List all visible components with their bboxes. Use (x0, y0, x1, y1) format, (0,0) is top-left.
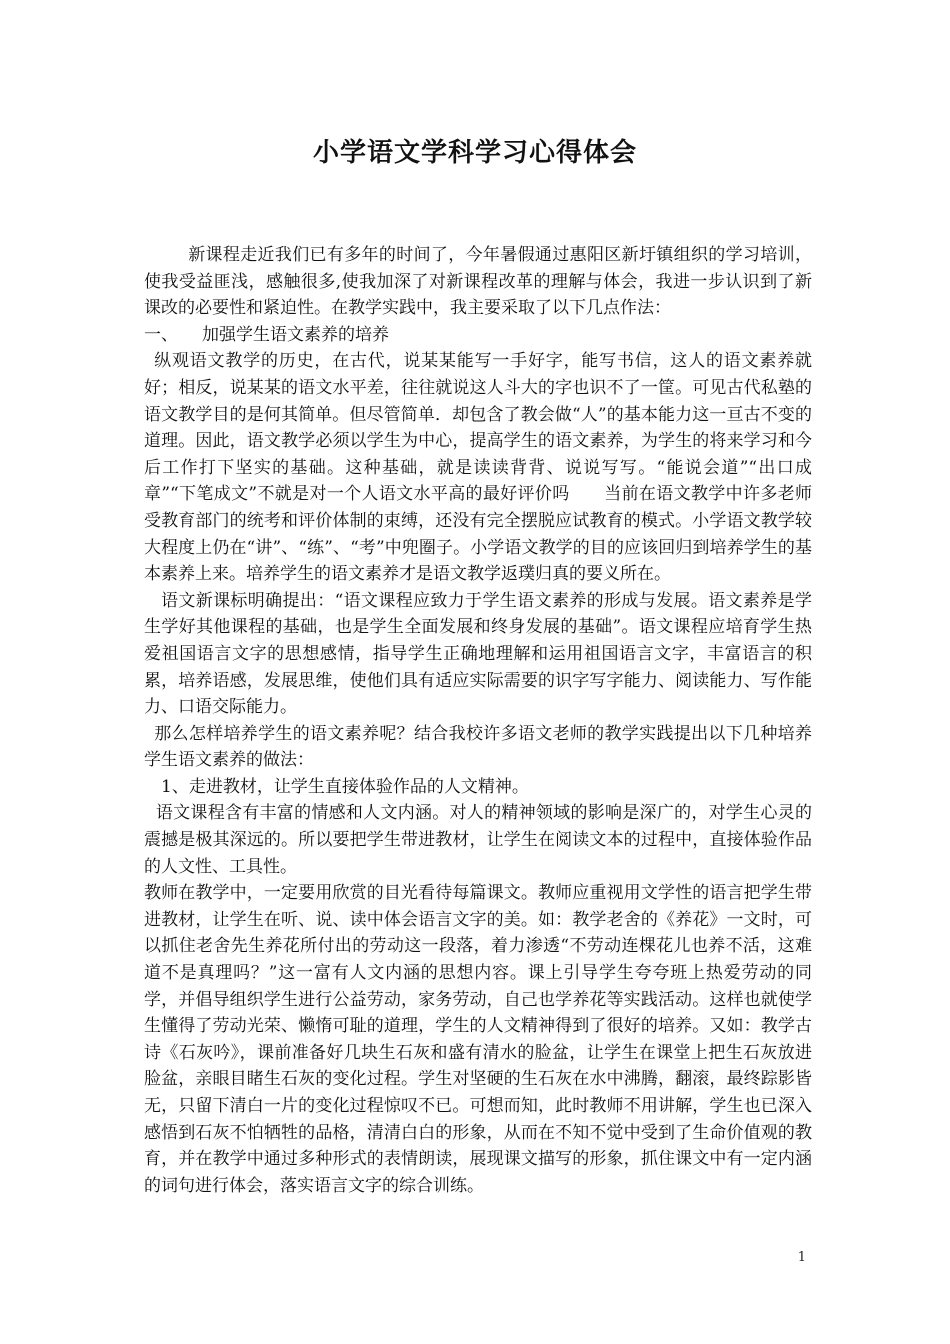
section-heading-number: 一、 (144, 324, 178, 345)
humanistic-paragraph: 语文课程含有丰富的情感和人文内涵。对人的精神领域的影响是深广的，对学生心灵的震撼是极其深远的。所以要把学生带进教材，让学生在阅读文本的过程中，直接体验作品的人文性、工具性。 (144, 803, 812, 877)
page-number: 1 (797, 1250, 806, 1265)
method-intro-paragraph: 那么怎样培养学生的语文素养呢？结合我校许多语文老师的教学实践提出以下几种培养学生语文素养的做法： (144, 723, 812, 771)
teaching-example-paragraph: 教师在教学中，一定要用欣赏的目光看待每篇课文。教师应重视用文学性的语言把学生带进教材，让学生在听、说、读中体会语言文字的美。如：教学老舍的《养花》一文时，可以抓住老舍先生养花所付出的劳动这一段落，着力渗透“不劳动连棵花儿也养不活，这难道不是真理吗？”这一富有人文内涵的思想内容。课上引导学生夸夸班上热爱劳动的同学，并倡导组织学生进行公益劳动，家务劳动，自己也学养花等实践活动。这样也就使学生懂得了劳动光荣、懒惰可耻的道理，学生的人文精神得到了很好的培养。又如：教学古诗《石灰吟》，课前准备好几块生石灰和盛有清水的脸盆，让学生在课堂上把生石灰放进脸盆，亲眼目睹生石灰的变化过程。学生对坚硬的生石灰在水中沸腾，翻滚，最终踪影皆无，只留下清白一片的变化过程惊叹不已。可想而知，此时教师不用讲解，学生也已深入感悟到石灰不怕牺牲的品格，清清白白的形象，从而在不知不觉中受到了生命价值观的教育，并在教学中通过多种形式的表情朗读，展现课文描写的形象，抓住课文中有一定内涵的词句进行体会，落实语言文字的综合训练。 (144, 883, 812, 1196)
section-heading-text: 加强学生语文素养的培养 (202, 324, 389, 345)
document-title: 小学语文学科学习心得体会 (312, 138, 637, 168)
subheading-1: 1、走进教材，让学生直接体验作品的人文精神。 (161, 776, 529, 797)
curriculum-standard-paragraph: 语文新课标明确提出：“语文课程应致力于学生语文素养的形成与发展。语文素养是学生学好其他课程的基础，也是学生全面发展和终身发展的基础”。语文课程应培育学生热爱祖国语言文字的思想感情，指导学生正确地理解和运用祖国语言文字，丰富语言的积累，培养语感，发展思维，使他们具有适应实际需要的识字写字能力、阅读能力、写作能力、口语交际能力。 (144, 590, 812, 718)
intro-paragraph: 新课程走近我们已有多年的时间了，今年暑假通过惠阳区新圩镇组织的学习培训，使我受益匪浅，感触很多,使我加深了对新课程改革的理解与体会，我进一步认识到了新课改的必要性和紧迫性。在教学实践中，我主要采取了以下几点作法： (144, 245, 812, 319)
history-paragraph: 纵观语文教学的历史，在古代，说某某能写一手好字，能写书信，这人的语文素养就好；相反，说某某的语文水平差，往往就说这人斗大的字也识不了一筐。可见古代私塾的语文教学目的是何其简单。但尽管简单．却包含了教会做“人”的基本能力这一亘古不变的道理。因此，语文教学必须以学生为中心，提高学生的语文素养，为学生的将来学习和今后工作打下坚实的基础。这种基础，就是读读背背、说说写写。“能说会道”“出口成章”“下笔成文”不就是对一个人语文水平高的最好评价吗 当前在语文教学中许多老师受教育部门的统考和评价体制的束缚，还没有完全摆脱应试教育的模式。小学语文教学较大程度上仍在“讲”、“练”、“考”中兜圈子。小学语文教学的目的应该回归到培养学生的基本素养上来。培养学生的语文素养才是语文教学返璞归真的要义所在。 (144, 351, 812, 585)
document-body (144, 242, 812, 1199)
section-heading-1 (144, 322, 812, 349)
